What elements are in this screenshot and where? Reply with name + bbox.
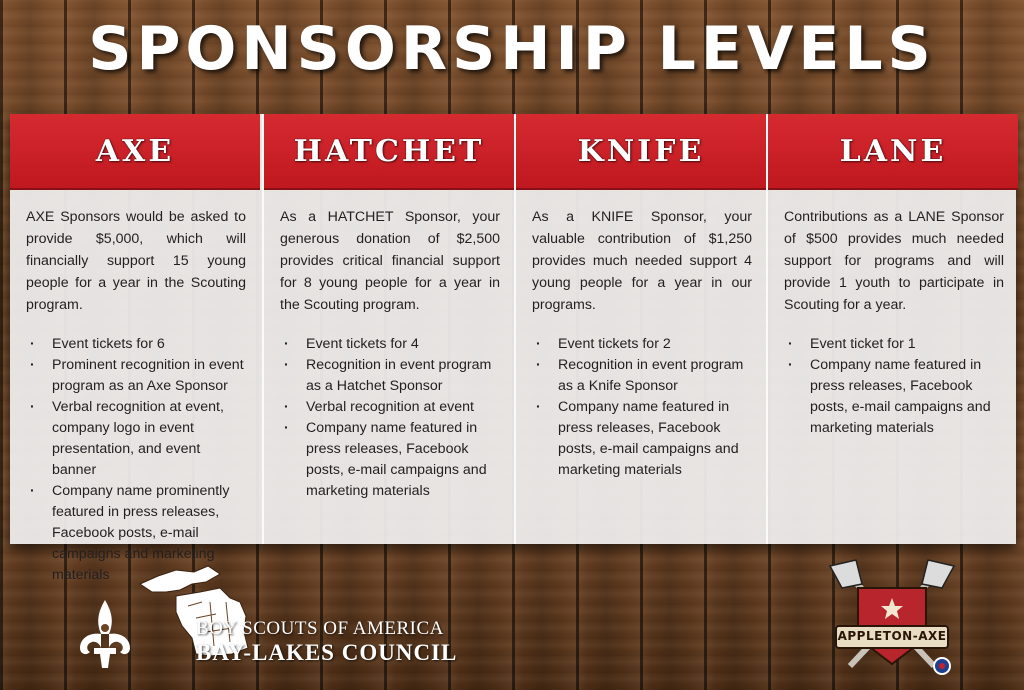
badge-text: APPLETON-AXE xyxy=(837,629,947,643)
benefit-item: · Event ticket for 1 xyxy=(784,334,1004,355)
level-column-axe xyxy=(10,114,260,583)
benefit-item: · Event tickets for 2 xyxy=(532,334,752,355)
level-header-axe: AXE xyxy=(10,114,260,190)
level-description: As a KNIFE Sponsor, your valuable contribution of $1,250 provides much needed support 4 young people for a year in our programs. xyxy=(532,209,752,313)
sponsorship-table xyxy=(10,114,1016,583)
benefit-item: · Event tickets for 6 xyxy=(26,334,246,355)
benefit-item: · Verbal recognition at event, company logo in event presentation, and event banner xyxy=(26,397,246,481)
org-name: BOY SCOUTS OF AMERICA xyxy=(196,618,444,639)
benefit-item: · Prominent recognition in event program as an Axe Sponsor xyxy=(26,355,246,397)
benefit-list xyxy=(280,334,500,502)
level-description: Contributions as a LANE Sponsor of $500 provides much needed support for programs and will provide 1 youth to participate in Scouting for a year. xyxy=(784,209,1004,313)
benefit-list xyxy=(532,334,752,481)
level-column-lane xyxy=(766,114,1018,544)
benefit-item: · Event tickets for 4 xyxy=(280,334,500,355)
level-column-hatchet xyxy=(262,114,514,544)
appleton-axe-badge xyxy=(822,558,962,682)
fleur-de-lis-icon xyxy=(74,598,136,670)
bsa-council-logo xyxy=(74,562,474,672)
benefit-item: · Verbal recognition at event xyxy=(280,397,500,418)
crossed-axes-icon xyxy=(822,558,962,682)
benefit-list xyxy=(784,334,1004,439)
level-header-lane: LANE xyxy=(768,114,1018,190)
level-description: AXE Sponsors would be asked to provide $5,000, which will financially support 15 young people for a year in the Scouting program. xyxy=(26,209,246,313)
benefit-item: · Company name prominently featured in press releases, Facebook posts, e-mail campaigns and marketing materials xyxy=(26,481,246,586)
level-column-knife xyxy=(514,114,766,544)
council-name: BAY-LAKES COUNCIL xyxy=(196,640,458,665)
level-description: As a HATCHET Sponsor, your generous donation of $2,500 provides critical financial support for 8 young people for a year in the Scouting program. xyxy=(280,209,500,313)
benefit-list xyxy=(26,334,246,586)
benefit-item: · Recognition in event program as a Hatchet Sponsor xyxy=(280,355,500,397)
benefit-item: · Company name featured in press releases, Facebook posts, e-mail campaigns and marketing materials xyxy=(784,355,1004,439)
benefit-item: · Recognition in event program as a Knife Sponsor xyxy=(532,355,752,397)
page-title: SPONSORSHIP LEVELS xyxy=(88,14,936,84)
level-header-hatchet: HATCHET xyxy=(264,114,514,190)
benefit-item: · Company name featured in press releases, Facebook posts, e-mail campaigns and marketing materials xyxy=(280,418,500,502)
benefit-item: · Company name featured in press releases, Facebook posts, e-mail campaigns and marketing materials xyxy=(532,397,752,481)
level-header-knife: KNIFE xyxy=(516,114,766,190)
